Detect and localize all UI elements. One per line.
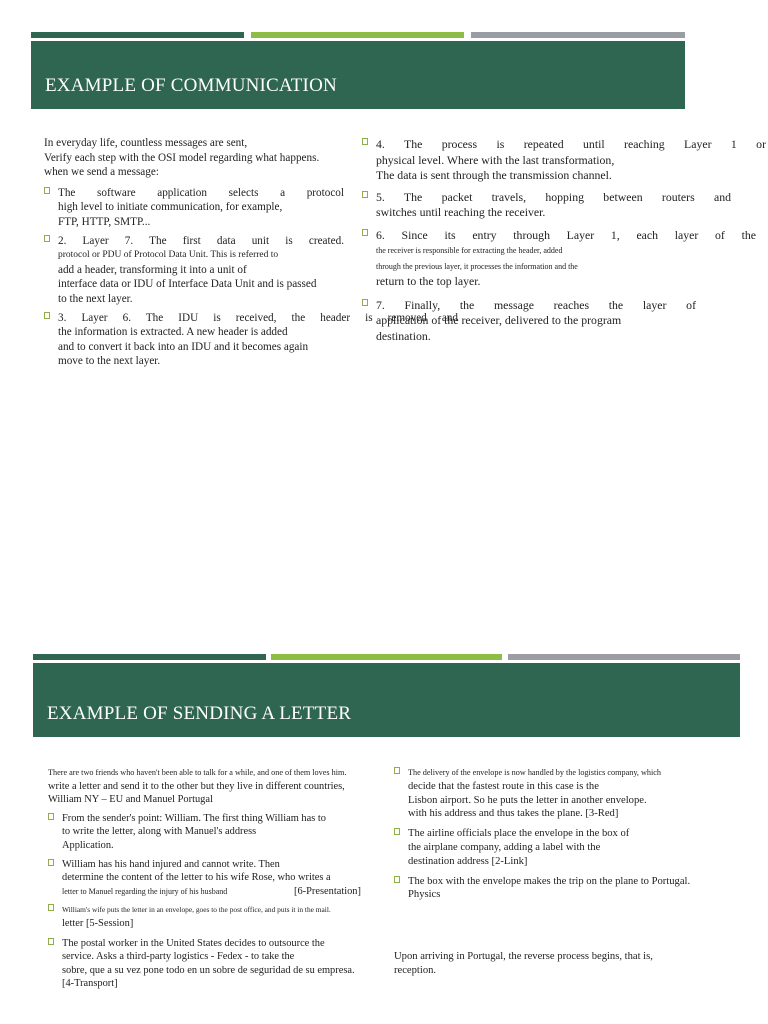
slide-title: EXAMPLE OF COMMUNICATION <box>45 75 337 96</box>
left-column <box>44 136 458 369</box>
accent-stripe-gray <box>471 32 685 38</box>
intro-line: In everyday life, countless messages are sent, <box>44 137 248 149</box>
list-item: The postal worker in the United States decides to outsource the service. Asks a third-party logistics - Fedex - to take the sobre, que a su vez pone todo en un sobre de seguridad de su empresa. [4-Transport] <box>48 937 388 991</box>
list-item: 2. Layer 7. The first data unit is created. protocol or PDU of Protocol Data Unit. This is referred to add a header, transforming it into a unit of interface data or IDU of Interface Data Unit and is passed to the next layer. <box>44 234 344 307</box>
accent-stripe-dark <box>31 32 244 38</box>
square-bullet-icon <box>362 138 368 145</box>
square-bullet-icon <box>394 767 400 774</box>
accent-stripe-green <box>251 32 464 38</box>
square-bullet-icon <box>48 813 54 820</box>
list-item: 6. Since its entry through Layer 1, each layer of the the receiver is responsible for extracting the header, added through the previous layer, it processes the information and the return to the top layer. <box>362 228 766 290</box>
square-bullet-icon <box>362 299 368 306</box>
list-item: William has his hand injured and cannot write. Then determine the content of the letter to his wife Rose, who writes a letter to Manuel regarding the injury of his husband [6-Presentation] <box>48 858 388 899</box>
left-column <box>48 766 388 991</box>
square-bullet-icon <box>362 191 368 198</box>
closing-line: Upon arriving in Portugal, the reverse process begins, that is, <box>394 951 653 963</box>
intro-line: Verify each step with the OSI model regarding what happens. <box>44 151 320 164</box>
list-item: William's wife puts the letter in an envelope, goes to the post office, and puts it in the mail. letter [5-Session] <box>48 903 388 930</box>
list-item: The airline officials place the envelope in the box of the airplane company, adding a label with the destination address [2-Link] <box>394 827 734 868</box>
list-item: The delivery of the envelope is now handled by the logistics company, which decide that the fastest route in this case is the Lisbon airport. So he puts the letter in another envelope. with his address and thus takes the plane. [3-Red] <box>394 766 734 821</box>
right-column <box>394 766 734 978</box>
intro-line: There are two friends who haven't been able to talk for a while, and one of them loves him. <box>48 768 347 777</box>
slide-title: EXAMPLE OF SENDING A LETTER <box>47 703 352 724</box>
list-item: 3. Layer 6. The IDU is received, the header is removed and the information is extracted. A new header is added and to convert it back into an IDU and it becomes again move to the next layer. <box>44 311 344 369</box>
square-bullet-icon <box>48 938 54 945</box>
accent-stripe-green <box>271 654 502 660</box>
layer-tag: [6-Presentation] <box>294 885 361 897</box>
square-bullet-icon <box>44 312 50 319</box>
square-bullet-icon <box>44 187 50 194</box>
intro-line: write a letter and send it to the other but they live in different countries, <box>48 780 345 792</box>
accent-stripe-gray <box>508 654 740 660</box>
slide-example-of-communication <box>0 0 768 380</box>
square-bullet-icon <box>44 235 50 242</box>
title-bar <box>31 41 685 109</box>
right-column <box>362 137 766 344</box>
list-item: 7. Finally, the message reaches the layer of application of the receiver, delivered to the program destination. <box>362 298 766 345</box>
intro-line: when we send a message: <box>44 166 159 179</box>
square-bullet-icon <box>48 859 54 866</box>
square-bullet-icon <box>394 828 400 835</box>
square-bullet-icon <box>394 876 400 883</box>
slide-example-of-sending-a-letter <box>0 648 768 1024</box>
list-item: 4. The process is repeated until reaching Layer 1 or physical level. Where with the last transformation, The data is sent through the transmission channel. <box>362 137 766 184</box>
title-bar <box>33 663 740 737</box>
list-item: The box with the envelope makes the trip on the plane to Portugal. Physics <box>394 875 734 903</box>
intro-line: William NY – EU and Manuel Portugal <box>48 794 213 806</box>
closing-line: reception. <box>394 964 437 976</box>
list-item: The software application selects a protocol high level to initiate communication, for example, FTP, HTTP, SMTP... <box>44 186 344 230</box>
list-item: 5. The packet travels, hopping between routers and switches until reaching the receiver. <box>362 190 766 221</box>
accent-stripe-dark <box>33 654 266 660</box>
square-bullet-icon <box>48 904 54 911</box>
square-bullet-icon <box>362 229 368 236</box>
list-item: From the sender's point: William. The first thing William has to to write the letter, along with Manuel's address Application. <box>48 812 388 853</box>
